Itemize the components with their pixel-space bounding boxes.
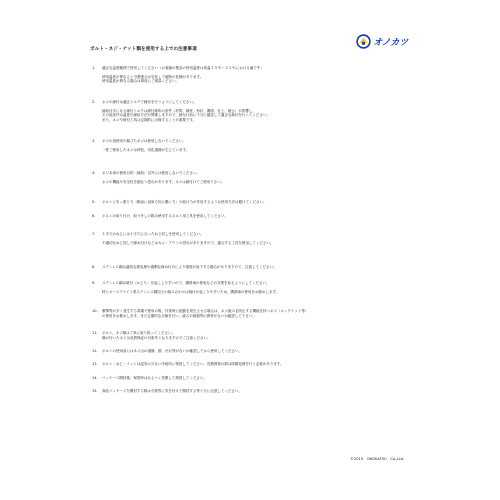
notice-text: ネジの締付は適正トルクで締付を行うようにしてください。 (102, 100, 197, 104)
notice-text: 適正な温度範囲で使用してください（お客様の製品の使用温度は常温１５℃〜２５℃における値です） (102, 66, 264, 70)
notice-detail-line: 使用温度が異なる場合は事前にご相談ください。 (102, 79, 179, 84)
notice-text: 十字穴のねじには十字穴に合ったねじ回しを使用してください。 (102, 232, 204, 236)
notice-detail-line: 一度ご使用したネジは伸長、劣化損傷が生じています。 (102, 147, 190, 152)
notice-text: の使用をお勧めします。また定期的な点検を行い、緩みや破損等の異常がないか確認して下さい。 (102, 313, 256, 318)
notice-text: 商品パッケージを開封する際は刃物等に気を付けて開封する等十分に注意してください。 (102, 389, 242, 393)
notice-item (92, 171, 410, 184)
notice-item (92, 100, 410, 122)
notice-number: 7. (92, 232, 96, 236)
notice-list (82, 25, 416, 470)
notice-number: 3. (92, 139, 96, 143)
notice-detail-line: ネジの機能や安全性を損なう恐れがあります。ネジは締付けてご使用下さい。 (102, 179, 225, 184)
notice-item (92, 139, 410, 152)
notice-detail (102, 180, 410, 185)
notice-detail (102, 241, 410, 246)
notice-item (92, 265, 410, 270)
notice-text: ステンレス鋼は適切な熱処理や過剰な締め付けにより強度が低下する場合がありますので、注意してください。 (102, 265, 277, 269)
notice-item (92, 232, 410, 245)
notice-text: ボルトに引っ張り力（軸直に直角方向に働く力）や曲げ力が作用するような使用方法は避けてください。 (102, 200, 267, 204)
notice-number: 9. (92, 281, 96, 285)
notice-number: 15. (92, 389, 98, 393)
notice-item (92, 362, 410, 367)
notice-text: ボルト、ネジ類は丁寧に取り扱ってください。 (102, 331, 176, 335)
notice-item (92, 200, 410, 205)
notice-number: 5. (92, 200, 96, 204)
notice-detail (102, 109, 410, 123)
notice-detail (102, 75, 410, 84)
notice-detail-line: 特にオーステナイト系ステンレス鋼同士の組み合わせは焼付が起こりやすいため、潤滑剤の使用をお勧めします。 (102, 289, 280, 294)
notice-item (92, 66, 410, 84)
notice-number: 4. (92, 171, 96, 175)
notice-detail (102, 290, 410, 295)
notice-number: 10. (92, 309, 98, 313)
notice-text: ボルトの取り付け、取り外しの際は使用するボルト用工具を使用してください。 (102, 214, 228, 218)
notice-text: ボルトの使用前にはネジ山の損傷、錆、汚れ等がないか確認してから使用してください。 (102, 349, 242, 353)
notice-number: 11. (92, 331, 98, 335)
notice-text: 傷が付いたネジは品質保証の対象外となりますのでご注意ください。 (102, 335, 211, 340)
notice-text: ネジ本来の使用目的（締結）以外には使用しないでください。 (102, 171, 200, 175)
notice-number: 2. (92, 100, 96, 104)
notice-text: ネジの再使用や錆びたネジは使用しないでください。 (102, 139, 186, 143)
notice-text: ボルト・ねじ・ナットは湿気の少ない冷暗所に保管してください。長期保管の際は防錆処理を行う必要があります。 (102, 362, 284, 366)
copyright-footer: ©2019 ONOKATSU Co.,Ltd. (350, 457, 404, 461)
notice-item (92, 349, 410, 354)
notice-item (92, 309, 410, 318)
notice-number: 6. (92, 214, 96, 218)
notice-item (92, 281, 410, 294)
notice-detail (102, 148, 410, 153)
notice-number: 13. (92, 362, 98, 366)
notice-number: 1. (92, 66, 96, 70)
notice-number: 8. (92, 265, 96, 269)
notice-detail-line: 不適切なねじ回しで締め付けなどはカム・アウトの恐れがありますので、適合する工具を使用してください。 (102, 240, 274, 245)
notice-detail-line: 締結目安になる締付トルクは締付箇所の条件（材質、精度、形状、潤滑、仕上、硬さ）が影響し、 (102, 108, 256, 113)
notice-number: 14. (92, 376, 98, 380)
notice-detail-line: また、ネジや締付工具は定期的に点検することが重要です。 (102, 117, 197, 122)
notice-item (92, 331, 410, 340)
notice-detail-line: 使用温度が異なると引張強さが変化して破断の危険があります。 (102, 74, 204, 79)
document-title: ボルト・ネジ・ナット類を使用する上での注意事項 (90, 47, 197, 52)
notice-number: 12. (92, 349, 98, 353)
notice-item (92, 214, 410, 219)
notice-item (92, 376, 410, 381)
notice-text: ステンレス鋼は焼付（かじり）を起こしやすいので、潤滑剤の使用などの対策を取るようにしてください。 (102, 281, 270, 285)
logo-wordmark: オノカツ (373, 38, 408, 48)
notice-text: パッケージ開封後、保管時はなるべく密閉して保管してください。 (102, 376, 207, 380)
notice-item (92, 389, 410, 394)
document-page (82, 25, 416, 470)
notice-detail-line: その他条件は温度や締結方法が関係しますので、締付け前に十分に確認して適正な締付を行ってください。 (102, 113, 270, 118)
notice-text: 衝撃等が多く発生する現場で使用の際、作業時に振動を発生させる場合は、ネジ緩みを防止する機能を持つネジ（ロックナット等） (102, 309, 309, 313)
